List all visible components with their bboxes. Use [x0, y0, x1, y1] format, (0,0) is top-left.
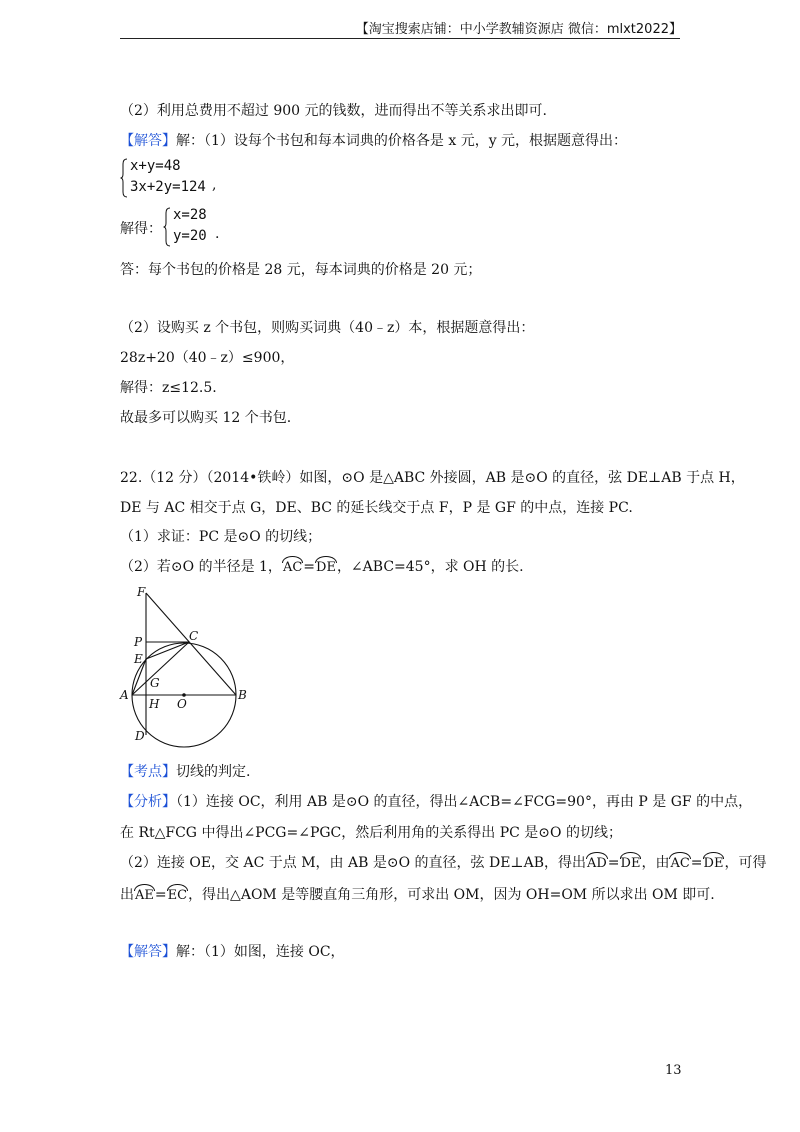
- system1-end: ,: [212, 177, 217, 193]
- segment-ac: [132, 642, 189, 695]
- q2-eq: =: [303, 559, 316, 575]
- fenxi-line1: [120, 791, 752, 811]
- arc-de: DE: [316, 560, 336, 575]
- fenxi-line3-c: ，可得: [724, 855, 767, 871]
- solution-tag: 【解答】: [120, 133, 176, 149]
- q21-part2-conclusion: 故最多可以购买 12 个书包.: [120, 410, 292, 426]
- header-text: 【淘宝搜索店铺：中小学教辅资源店 微信：mlxt2022】: [355, 22, 682, 37]
- arc-ae: AE: [135, 888, 154, 903]
- geometry-figure: [115, 585, 265, 750]
- label-b: B: [238, 688, 247, 702]
- label-p: P: [134, 635, 143, 649]
- arc-ac: AC: [282, 560, 303, 575]
- q22-stem-line2: DE 与 AC 相交于点 G，DE、BC 的延长线交于点 F，P 是 GF 的中点，连接 PC.: [120, 500, 633, 516]
- fenxi-line2: 在 Rt△FCG 中得出∠PCG=∠PGC，然后利用角的关系得出 PC 是⊙O 的切线；: [120, 825, 622, 841]
- arc-de: DE: [620, 856, 641, 871]
- q22-stem-line1: 22.（12 分）（2014•铁岭）如图，⊙O 是△ABC 外接圆，AB 是⊙O 的直径，弦 DE⊥AB 于点 H，: [120, 470, 745, 486]
- brace-icon: [163, 207, 171, 247]
- system2-eq2: y=20: [173, 228, 207, 244]
- q21-part2-setup: （2）设购买 z 个书包，则购买词典（40﹣z）本，根据题意得出：: [120, 320, 535, 336]
- label-e: E: [134, 652, 143, 666]
- label-g: G: [150, 676, 160, 690]
- q2-suffix: ，∠ABC=45°，求 OH 的长.: [336, 559, 524, 575]
- label-c: C: [189, 629, 199, 643]
- fenxi-line4-b: ，得出△AOM 是等腰直角三角形，可求出 OM，因为 OH=OM 所以求出 OM 即可.: [188, 887, 715, 903]
- system2-eq1: x=28: [173, 207, 207, 223]
- fenxi-line3-eq2: =: [690, 855, 703, 871]
- fenxi-line1-text: （1）连接 OC，利用 AB 是⊙O 的直径，得出∠ACB=∠FCG=90°，再由 P 是 GF 的中点，: [176, 794, 753, 810]
- arc-ec: EC: [167, 888, 188, 903]
- arc-ad: AD: [586, 856, 607, 871]
- equation-system-1: [120, 158, 240, 202]
- fenxi-tag: 【分析】: [120, 794, 176, 810]
- q2-prefix: （2）若⊙O 的半径是 1，: [120, 559, 282, 575]
- fenxi-line3: [120, 852, 766, 872]
- segment-ec: [146, 642, 189, 659]
- q21-part2-hint: （2）利用总费用不超过 900 元的钱数，进而得出不等关系求出即可.: [120, 103, 547, 119]
- label-d: D: [135, 729, 145, 743]
- q21-answer: 答：每个书包的价格是 28 元，每本词典的价格是 20 元；: [120, 262, 482, 278]
- q22-question2: [120, 556, 524, 576]
- system1-eq1: x+y=48: [130, 158, 181, 174]
- fenxi-line3-b: ，由: [641, 855, 670, 871]
- equation-system-2: [163, 207, 243, 251]
- label-f: F: [137, 585, 146, 599]
- solution-intro: 解：（1）设每个书包和每本词典的价格各是 x 元，y 元，根据题意得出：: [176, 133, 628, 149]
- q21-solution-line: [120, 130, 627, 150]
- q21-part2-inequality: 28z+20（40﹣z）≤900，: [120, 350, 295, 366]
- fenxi-line3-eq1: =: [607, 855, 620, 871]
- page-number: 13: [665, 1063, 682, 1078]
- header-rule: [120, 38, 680, 39]
- arc-ac: AC: [670, 856, 690, 871]
- kaodian-line: [120, 761, 250, 781]
- label-a: A: [120, 688, 129, 702]
- kaodian-tag: 【考点】: [120, 764, 176, 780]
- label-h: H: [149, 697, 160, 711]
- q21-part2-solve: 解得：z≤12.5.: [120, 380, 217, 396]
- fenxi-line4-a: 出: [120, 887, 134, 903]
- jieda-line: [120, 941, 345, 961]
- system2-end: .: [215, 226, 220, 242]
- solve-label: 解得：: [120, 221, 162, 237]
- jieda-text: 解：（1）如图，连接 OC，: [176, 944, 345, 960]
- fenxi-line4: [120, 884, 715, 904]
- kaodian-text: 切线的判定.: [176, 764, 251, 780]
- system1-eq2: 3x+2y=124: [130, 179, 206, 195]
- label-o: O: [177, 697, 187, 711]
- brace-icon: [120, 158, 128, 198]
- fenxi-line4-eq: =: [154, 887, 167, 903]
- arc-de: DE: [703, 856, 724, 871]
- jieda-tag: 【解答】: [120, 944, 176, 960]
- fenxi-line3-a: （2）连接 OE，交 AC 于点 M，由 AB 是⊙O 的直径，弦 DE⊥AB，得出: [120, 855, 586, 871]
- q22-question1: （1）求证：PC 是⊙O 的切线；: [120, 529, 322, 545]
